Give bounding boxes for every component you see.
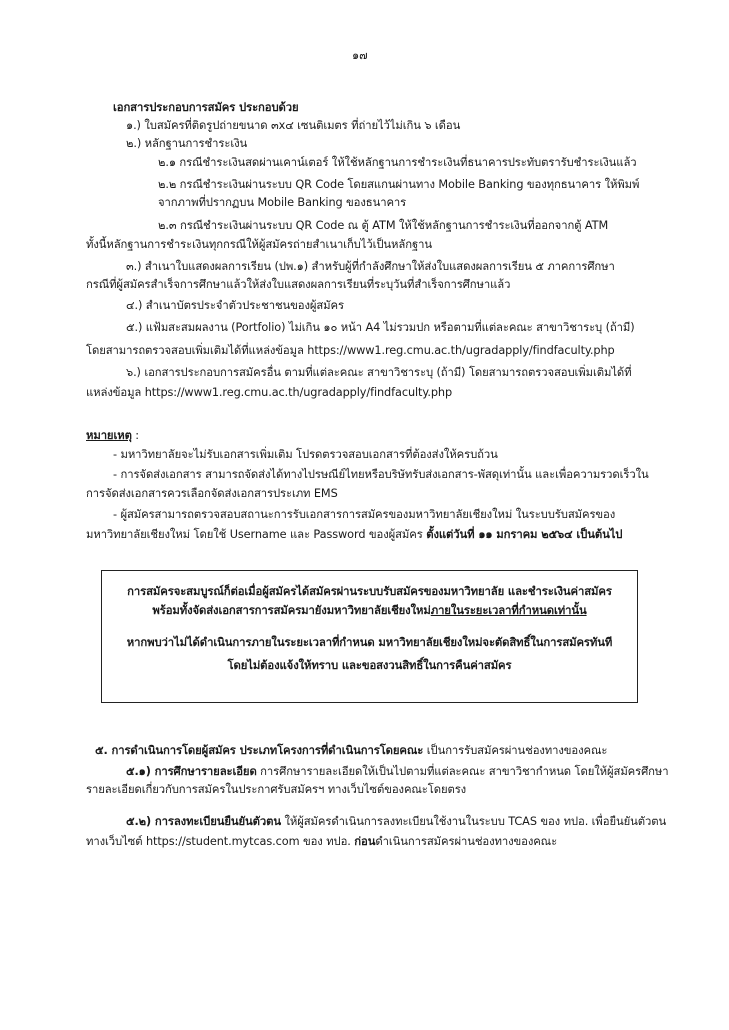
doc-item-6-cont: แหล่งข้อมูล https://www1.reg.cmu.ac.th/ugradapply/findfaculty.php xyxy=(86,386,453,399)
section-5-1-title: ๕.๑) การศึกษารายละเอียด xyxy=(126,765,257,778)
notes-colon: : xyxy=(131,429,140,442)
section-5-1 xyxy=(126,764,669,779)
note-3-cont-line xyxy=(86,527,622,542)
doc-item-3: ๓.) สำเนาใบแสดงผลการเรียน (ปพ.๑) สำหรับผู้ที่กำลังศึกษาให้ส่งใบแสดงผลการเรียน ๕ ภาคการศึกษา xyxy=(126,260,615,273)
section-5-1-text: การศึกษารายละเอียดให้เป็นไปตามที่แต่ละคณะ สาขาวิชากำหนด โดยให้ผู้สมัครศึกษา xyxy=(256,765,669,778)
warning-line-3: หากพบว่าไม่ได้ดำเนินการภายในระยะเวลาที่กำหนด มหาวิทยาลัยเชียงใหม่จะตัดสิทธิ์ในการสมัครทันที xyxy=(126,636,613,649)
section-5-2-cont-post: ดำเนินการสมัครผ่านช่องทางของคณะ xyxy=(375,835,558,848)
note-3-date: ตั้งแต่วันที่ ๑๑ มกราคม ๒๕๖๔ เป็นต้นไป xyxy=(426,528,623,541)
doc-item-2-note: ทั้งนี้หลักฐานการชำระเงินทุกกรณีให้ผู้สมัครถ่ายสำเนาเก็บไว้เป็นหลักฐาน xyxy=(86,238,432,251)
note-3: - ผู้สมัครสามารถตรวจสอบสถานะการรับเอกสารการสมัครของมหาวิทยาลัยเชียงใหม่ ในระบบรับสมัครของ xyxy=(113,508,616,521)
note-2: - การจัดส่งเอกสาร สามารถจัดส่งได้ทางไปรษณีย์ไทยหรือบริษัทรับส่งเอกสาร-พัสดุเท่านั้น และเพื่อความรวดเร็วใน xyxy=(113,468,649,481)
doc-item-3-cont: กรณีที่ผู้สมัครสำเร็จการศึกษาแล้วให้ส่งใบแสดงผลการเรียนที่ระบุวันที่สำเร็จการศึกษาแล้ว xyxy=(86,278,511,291)
doc-item-2-2-cont: จากภาพที่ปรากฏบน Mobile Banking ของธนาคาร xyxy=(158,196,407,209)
doc-item-5: ๕.) แฟ้มสะสมผลงาน (Portfolio) ไม่เกิน ๑๐ หน้า A4 ไม่รวมปก หรือตามที่แต่ละคณะ สาขาวิชาระบุ (ถ้ามี) xyxy=(126,321,635,334)
doc-item-2-2: ๒.๒ กรณีชำระเงินผ่านระบบ QR Code โดยสแกนผ่านทาง Mobile Banking ของทุกธนาคาร ให้พิมพ์ xyxy=(158,178,640,191)
section-5-2-cont-pre: ทางเว็บไซต์ https://student.mytcas.com ของ ทปอ. xyxy=(86,835,355,848)
warning-line-2 xyxy=(102,603,637,618)
warning-line-2-deadline: ภายในระยะเวลาที่กำหนดเท่านั้น xyxy=(430,604,587,617)
section-5-2-cont xyxy=(86,834,557,849)
doc-item-4: ๔.) สำเนาบัตรประจำตัวประชาชนของผู้สมัคร xyxy=(126,299,344,312)
note-1: - มหาวิทยาลัยจะไม่รับเอกสารเพิ่มเติม โปรดตรวจสอบเอกสารที่ต้องส่งให้ครบถ้วน xyxy=(113,448,498,461)
warning-line-1: การสมัครจะสมบูรณ์ก็ต่อเมื่อผู้สมัครได้สมัครผ่านระบบรับสมัครของมหาวิทยาลัย และชำระเงินค่าสมัคร xyxy=(127,585,612,598)
notes-heading: หมายเหตุ xyxy=(86,429,132,442)
section-5-subtitle: เป็นการรับสมัครผ่านช่องทางของคณะ xyxy=(423,744,608,757)
doc-item-2-3: ๒.๓ กรณีชำระเงินผ่านระบบ QR Code ณ ตู้ ATM ให้ใช้หลักฐานการชำระเงินที่ออกจากตู้ ATM xyxy=(158,219,609,232)
documents-heading: เอกสารประกอบการสมัคร ประกอบด้วย xyxy=(113,101,299,114)
section-5-title: ๕. การดำเนินการโดยผู้สมัคร ประเภทโครงการที่ดำเนินการโดยคณะ xyxy=(95,744,424,757)
page-number: ๑๗ xyxy=(352,49,368,62)
section-5-1-cont: รายละเอียดเกี่ยวกับการสมัครในประกาศรับสมัครฯ ทางเว็บไซต์ของคณะโดยตรง xyxy=(86,783,467,796)
notes-heading-line xyxy=(86,428,139,443)
section-5-2-cont-before: ก่อน xyxy=(354,835,376,848)
doc-item-2: ๒.) หลักฐานการชำระเงิน xyxy=(126,137,248,150)
warning-line-4: โดยไม่ต้องแจ้งให้ทราบ และขอสงวนสิทธิ์ในการคืนค่าสมัคร xyxy=(227,659,512,672)
section-5-2-title: ๕.๒) การลงทะเบียนยืนยันตัวตน xyxy=(126,815,281,828)
doc-item-6: ๖.) เอกสารประกอบการสมัครอื่น ตามที่แต่ละคณะ สาขาวิชาระบุ (ถ้ามี) โดยสามารถตรวจสอบเพิ่มเติมได้ที่ xyxy=(126,366,632,379)
note-2-cont: การจัดส่งเอกสารควรเลือกจัดส่งเอกสารประเภท EMS xyxy=(86,487,338,500)
doc-item-2-1: ๒.๑ กรณีชำระเงินสดผ่านเคาน์เตอร์ ให้ใช้หลักฐานการชำระเงินที่ธนาคารประทับตรารับชำระเงินแล้ว xyxy=(158,156,637,169)
section-5-2 xyxy=(126,814,666,829)
section-5-heading xyxy=(95,743,607,758)
warning-line-2-text: พร้อมทั้งจัดส่งเอกสารการสมัครมายังมหาวิทยาลัยเชียงใหม่ xyxy=(152,604,431,617)
note-3-cont: มหาวิทยาลัยเชียงใหม่ โดยใช้ Username และ Password ของผู้สมัคร xyxy=(86,528,427,541)
doc-item-5-cont: โดยสามารถตรวจสอบเพิ่มเติมได้ที่แหล่งข้อมูล https://www1.reg.cmu.ac.th/ugradapply/findfaculty.php xyxy=(86,344,615,357)
doc-item-1: ๑.) ใบสมัครที่ติดรูปถ่ายขนาด ๓x๔ เซนติเมตร ที่ถ่ายไว้ไม่เกิน ๖ เดือน xyxy=(126,119,461,132)
section-5-2-text: ให้ผู้สมัครดำเนินการลงทะเบียนใช้งานในระบบ TCAS ของ ทปอ. เพื่อยืนยันตัวตน xyxy=(280,815,667,828)
warning-box xyxy=(101,570,638,703)
